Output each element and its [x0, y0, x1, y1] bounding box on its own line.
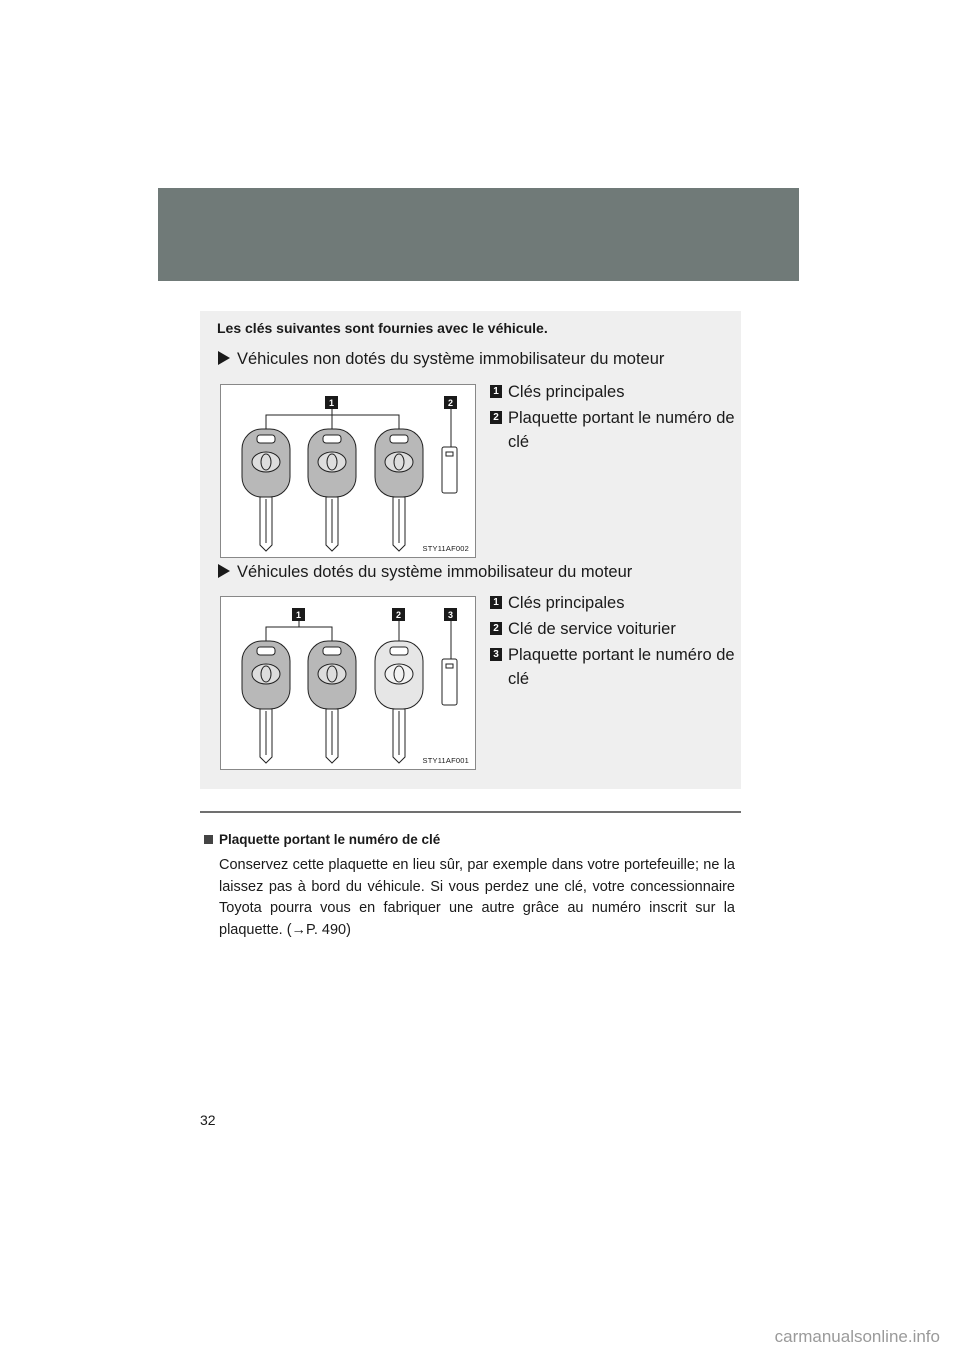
key-icon: [242, 641, 290, 763]
callout-lines: [266, 619, 451, 659]
panel-intro: Les clés suivantes sont fournies avec le véhicule.: [217, 320, 548, 336]
valet-key-icon: [375, 641, 423, 763]
svg-text:2: 2: [447, 398, 454, 408]
watermark: carmanualsonline.info: [774, 1327, 940, 1346]
note-heading: Plaquette portant le numéro de clé: [204, 832, 440, 847]
number-badge: 1: [490, 596, 502, 609]
number-badge: 2: [490, 622, 502, 635]
square-bullet-icon: [204, 835, 213, 844]
legend-list-no-immobilizer: [490, 380, 735, 456]
legend-item: 1 Clés principales: [490, 591, 735, 615]
legend-item: 3 Plaquette portant le numéro de clé: [490, 643, 735, 691]
number-badge: 1: [490, 385, 502, 398]
note-body: Conservez cette plaquette en lieu sûr, par exemple dans votre portefeuille; ne la laissez pas à bord du véhicule. Si vous perdez une clé, votre concessionnaire Toyota pourra vous en fabriquer une autre grâce au numéro inscrit sur la plaquette. (→P. 490): [219, 857, 735, 938]
legend-item: 2 Clé de service voiturier: [490, 617, 735, 641]
keys-drawing: [221, 597, 475, 769]
svg-text:1: 1: [328, 398, 335, 408]
image-code: STY11AF002: [422, 544, 469, 553]
image-code: STY11AF001: [422, 756, 469, 765]
number-badge: 3: [490, 648, 502, 661]
key-info-panel: [200, 311, 741, 789]
variant-heading-immobilizer: Véhicules dotés du système immobilisateur du moteur: [218, 563, 632, 582]
keys-drawing: [221, 385, 475, 557]
page-number: 32: [200, 1112, 216, 1128]
svg-text:3: 3: [447, 610, 454, 620]
arrow-bullet-icon: [218, 564, 230, 578]
keys-illustration-no-immobilizer: [220, 384, 476, 558]
legend-list-immobilizer: [490, 591, 735, 693]
key-number-plate-icon: [442, 659, 457, 705]
key-icon: [375, 429, 423, 551]
divider: [200, 811, 741, 813]
key-icon: [308, 429, 356, 551]
arrow-bullet-icon: [218, 351, 230, 365]
key-icon: [308, 641, 356, 763]
number-badge: 2: [490, 411, 502, 424]
svg-text:2: 2: [395, 610, 402, 620]
callout-lines: [266, 407, 451, 447]
section-header: [158, 188, 799, 281]
legend-item: 2 Plaquette portant le numéro de clé: [490, 406, 735, 454]
legend-item: 1 Clés principales: [490, 380, 735, 404]
variant-heading-no-immobilizer: Véhicules non dotés du système immobilisateur du moteur: [218, 350, 664, 369]
key-icon: [242, 429, 290, 551]
svg-text:1: 1: [295, 610, 302, 620]
keys-illustration-immobilizer: [220, 596, 476, 770]
key-number-plate-icon: [442, 447, 457, 493]
